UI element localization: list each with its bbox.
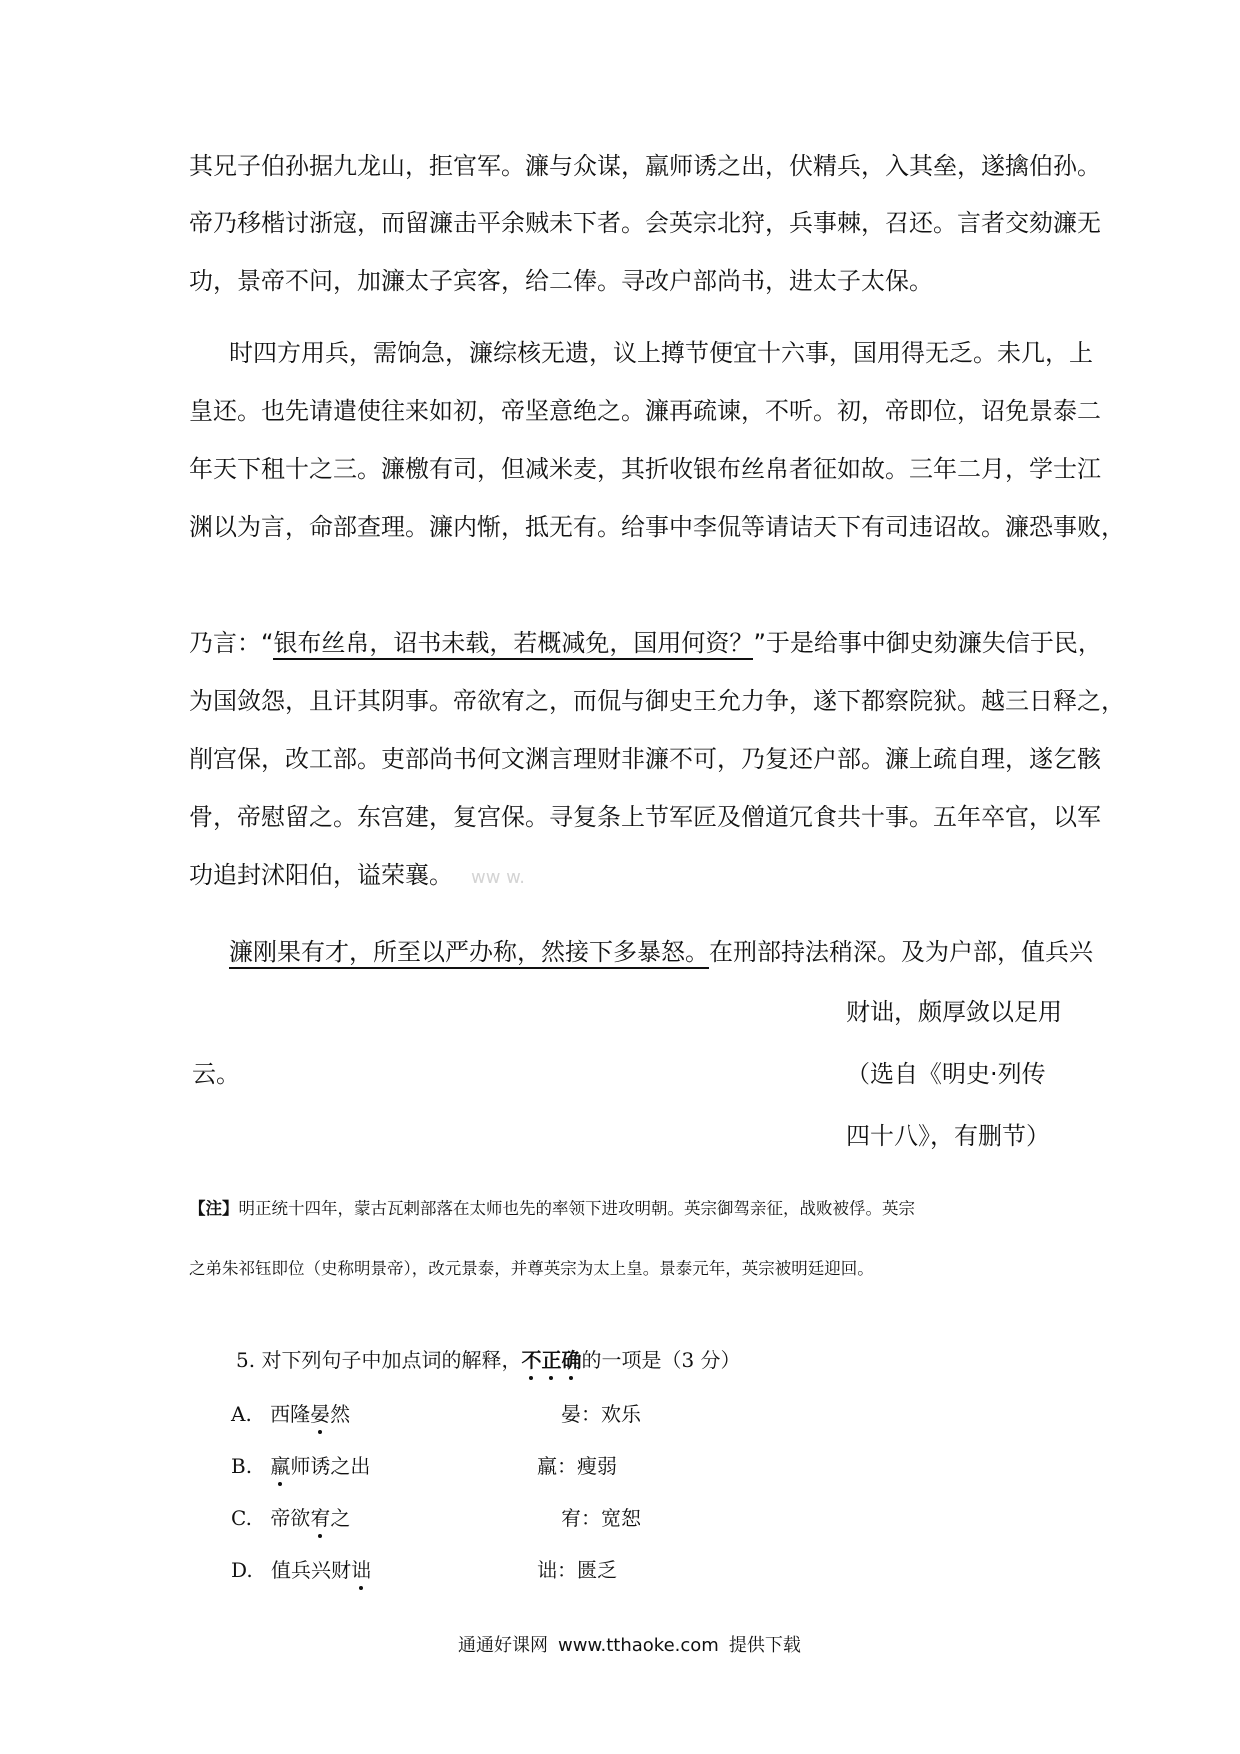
option-sentence <box>271 1558 371 1582</box>
source-citation: 四十八》，有删节） <box>846 1122 1050 1150</box>
dotted-word: 诎 <box>351 1558 372 1582</box>
option-gloss: 羸：瘦弱 <box>537 1454 617 1478</box>
option-letter: D. <box>231 1558 253 1582</box>
option-text: 然 <box>330 1402 351 1426</box>
option-letter: C. <box>231 1506 252 1530</box>
option-gloss: 晏：欢乐 <box>561 1402 641 1426</box>
underlined-sentence: 濂刚果有才，所至以严办称，然接下多暴怒。 <box>229 938 709 969</box>
footer-site: 通通好课网 <box>458 1635 548 1656</box>
passage-line: 帝乃移楷讨浙寇，而留濂击平余贼未下者。会英宗北狩，兵事棘，召还。言者交劾濂无 <box>189 209 1101 237</box>
footer-url[interactable]: www.tthaoke.com <box>558 1635 719 1656</box>
footer <box>458 1631 801 1657</box>
source-citation: （选自《明史·列传 <box>846 1060 1046 1088</box>
underlined-quote: 银布丝帛，诏书未载，若概减免，国用何资？ <box>273 629 753 660</box>
option-text: 帝欲 <box>270 1506 311 1530</box>
option-sentence <box>270 1402 350 1426</box>
emphasis-char: 不 <box>521 1348 542 1372</box>
option-gloss: 诎：匮乏 <box>537 1558 617 1582</box>
passage-text: 功追封沭阳伯，谥荣襄。 <box>189 861 453 889</box>
emphasis-char: 确 <box>561 1348 582 1372</box>
option-sentence <box>270 1454 370 1478</box>
passage-line-quote <box>189 627 1102 659</box>
note-label: 【注】 <box>189 1199 239 1218</box>
note-line: 之弟朱祁钰即位（史称明景帝），改元景泰，并尊英宗为太上皇。景泰元年，英宗被明廷迎回。 <box>189 1259 874 1278</box>
footer-suffix: 提供下载 <box>728 1635 801 1656</box>
passage-text: 在刑部持法稍深。及为户部，值兵兴 <box>709 938 1093 966</box>
passage-line: 其兄子伯孙据九龙山，拒官军。濂与众谋，羸师诱之出，伏精兵，入其垒，遂擒伯孙。 <box>189 152 1101 180</box>
dotted-word: 宥 <box>310 1506 331 1530</box>
quote-open: 乃言：“ <box>189 629 274 657</box>
option-a <box>231 1400 350 1428</box>
question-text: 的一项是（3 分） <box>581 1348 741 1372</box>
quote-close: ”于是给事中御史劾濂失信于民， <box>753 629 1102 657</box>
option-c <box>231 1504 350 1532</box>
option-text: 西隆 <box>270 1402 311 1426</box>
dotted-word: 晏 <box>310 1402 331 1426</box>
option-letter: B. <box>231 1454 253 1478</box>
passage-line: 财诎，颇厚敛以足用 <box>846 998 1062 1026</box>
passage-line: 云。 <box>192 1060 240 1088</box>
passage-line <box>229 936 1093 968</box>
emphasis-char: 正 <box>541 1348 562 1372</box>
dotted-word: 羸 <box>270 1454 291 1478</box>
watermark-text: ww w. <box>471 867 525 888</box>
option-text: 师诱之出 <box>290 1454 371 1478</box>
question-stem <box>236 1346 741 1374</box>
note-text: 明正统十四年，蒙古瓦剌部落在太师也先的率领下进攻明朝。英宗御驾亲征，战败被俘。英宗 <box>238 1199 915 1218</box>
option-letter: A. <box>231 1402 252 1426</box>
passage-line: 皇还。也先请遣使往来如初，帝坚意绝之。濂再疏谏，不听。初，帝即位，诏免景泰二 <box>189 397 1101 425</box>
passage-line: 功，景帝不问，加濂太子宾客，给二俸。寻改户部尚书，进太子太保。 <box>189 267 933 295</box>
passage-line: 年天下租十之三。濂檄有司，但减米麦，其折收银布丝帛者征如故。三年二月，学士江 <box>189 455 1101 483</box>
passage-line: 为国敛怨，且讦其阴事。帝欲宥之，而侃与御史王允力争，遂下都察院狱。越三日释之， <box>189 687 1125 715</box>
option-d <box>231 1556 371 1584</box>
option-b <box>231 1452 370 1480</box>
passage-line: 削宫保，改工部。吏部尚书何文渊言理财非濂不可，乃复还户部。濂上疏自理，遂乞骸 <box>189 745 1101 773</box>
option-sentence <box>270 1506 350 1530</box>
question-text: 5. 对下列句子中加点词的解释， <box>236 1348 522 1372</box>
option-text: 值兵兴财 <box>271 1558 352 1582</box>
passage-line: 骨，帝慰留之。东宫建，复宫保。寻复条上节军匠及僧道冗食共十事。五年卒官，以军 <box>189 803 1101 831</box>
note-line <box>189 1197 915 1221</box>
option-text: 之 <box>330 1506 351 1530</box>
passage-line: 渊以为言，命部查理。濂内惭，抵无有。给事中李侃等请诘天下有司违诏故。濂恐事败， <box>189 513 1125 541</box>
option-gloss: 宥：宽恕 <box>561 1506 641 1530</box>
emphasis-marked <box>521 1348 581 1372</box>
passage-line: 时四方用兵，需饷急，濂综核无遗，议上撙节便宜十六事，国用得无乏。未几，上 <box>229 339 1093 367</box>
passage-line <box>189 859 525 894</box>
